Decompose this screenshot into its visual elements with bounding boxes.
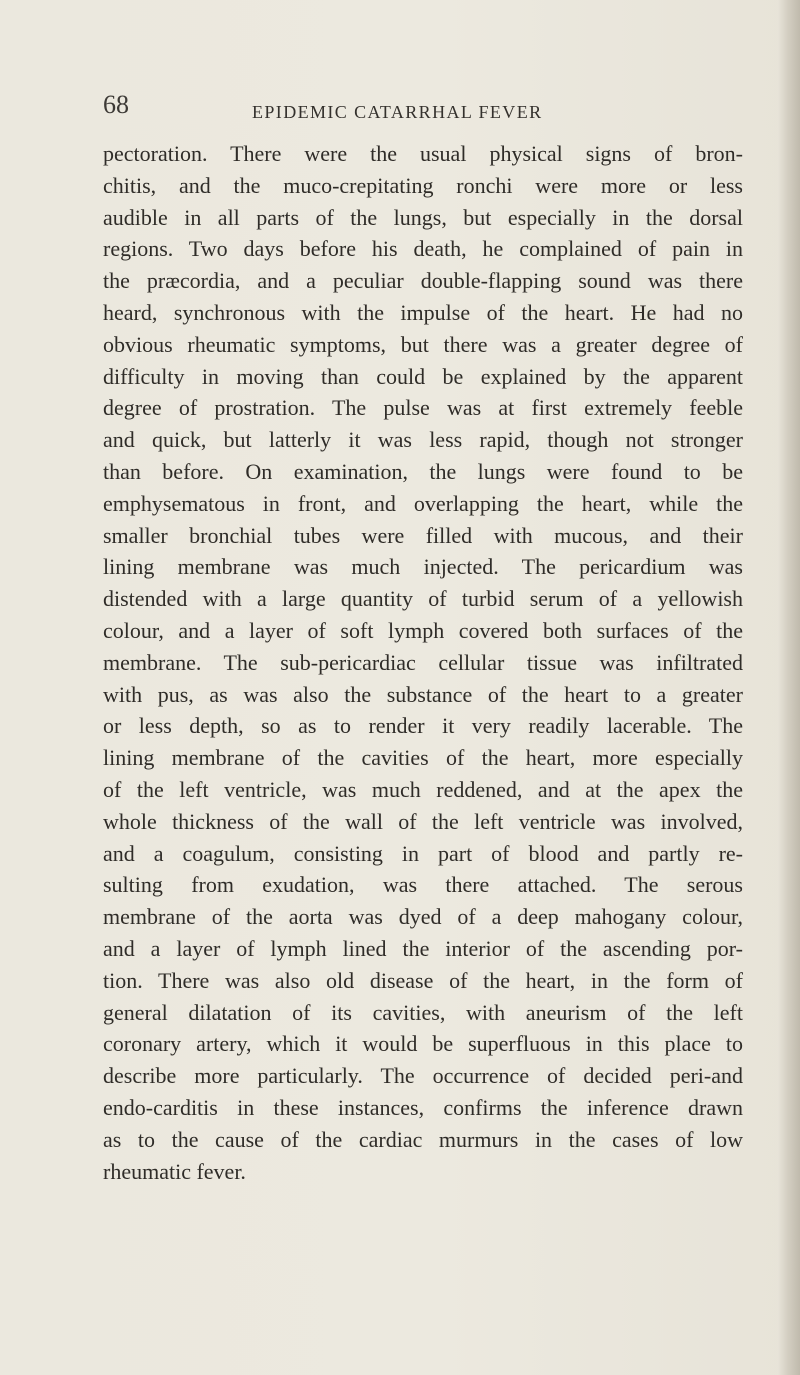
text-line: as to the cause of the cardiac murmurs in the cases of low — [103, 1126, 743, 1152]
text-line: than before. On examination, the lungs were found to be — [103, 458, 743, 484]
text-line: coronary artery, which it would be superfluous in this place to — [103, 1031, 743, 1057]
text-line: whole thickness of the wall of the left ventricle was involved, — [103, 808, 743, 834]
text-line: rheumatic fever. — [103, 1158, 246, 1184]
text-line: sulting from exudation, was there attached. The serous — [103, 872, 743, 898]
running-title: EPIDEMIC CATARRHAL FEVER — [252, 102, 543, 122]
page-number: 68 — [103, 90, 129, 119]
text-line: regions. Two days before his death, he complained of pain in — [103, 236, 743, 262]
text-line: and a coagulum, consisting in part of blood and partly re- — [103, 840, 743, 866]
text-line: pectoration. There were the usual physical signs of bron- — [103, 141, 743, 166]
text-line: colour, and a layer of soft lymph covered both surfaces of the — [103, 617, 743, 643]
page-edge-shadow — [778, 0, 800, 1375]
text-line: the præcordia, and a peculiar double-flapping sound was there — [103, 268, 743, 294]
text-line: describe more particularly. The occurrence of decided peri-and — [103, 1063, 743, 1089]
text-line: distended with a large quantity of turbid serum of a yellowish — [103, 586, 743, 612]
text-line: degree of prostration. The pulse was at first extremely feeble — [103, 395, 743, 421]
body-text — [103, 138, 743, 1187]
text-line: smaller bronchial tubes were filled with mucous, and their — [103, 522, 743, 548]
text-line: membrane. The sub-pericardiac cellular tissue was infiltrated — [103, 649, 743, 675]
text-line: of the left ventricle, was much reddened, and at the apex the — [103, 776, 743, 802]
text-line: or less depth, so as to render it very readily lacerable. The — [103, 713, 743, 739]
text-line: chitis, and the muco-crepitating ronchi were more or less — [103, 172, 743, 198]
text-line: general dilatation of its cavities, with aneurism of the left — [103, 999, 743, 1025]
text-line: and quick, but latterly it was less rapid, though not stronger — [103, 427, 743, 453]
text-line: tion. There was also old disease of the heart, in the form of — [103, 967, 743, 993]
text-line: membrane of the aorta was dyed of a deep mahogany colour, — [103, 904, 743, 930]
text-line: obvious rheumatic symptoms, but there was a greater degree of — [103, 331, 743, 357]
text-line: heard, synchronous with the impulse of the heart. He had no — [103, 299, 743, 325]
text-line: and a layer of lymph lined the interior of the ascending por- — [103, 935, 743, 961]
text-line: difficulty in moving than could be explained by the apparent — [103, 363, 743, 389]
text-line: lining membrane of the cavities of the heart, more especially — [103, 745, 743, 771]
text-line: with pus, as was also the substance of the heart to a greater — [103, 681, 743, 707]
text-line: emphysematous in front, and overlapping the heart, while the — [103, 490, 743, 516]
text-line: lining membrane was much injected. The pericardium was — [103, 554, 743, 580]
text-line: audible in all parts of the lungs, but especially in the dorsal — [103, 204, 743, 230]
text-line: endo-carditis in these instances, confirms the inference drawn — [103, 1094, 743, 1120]
